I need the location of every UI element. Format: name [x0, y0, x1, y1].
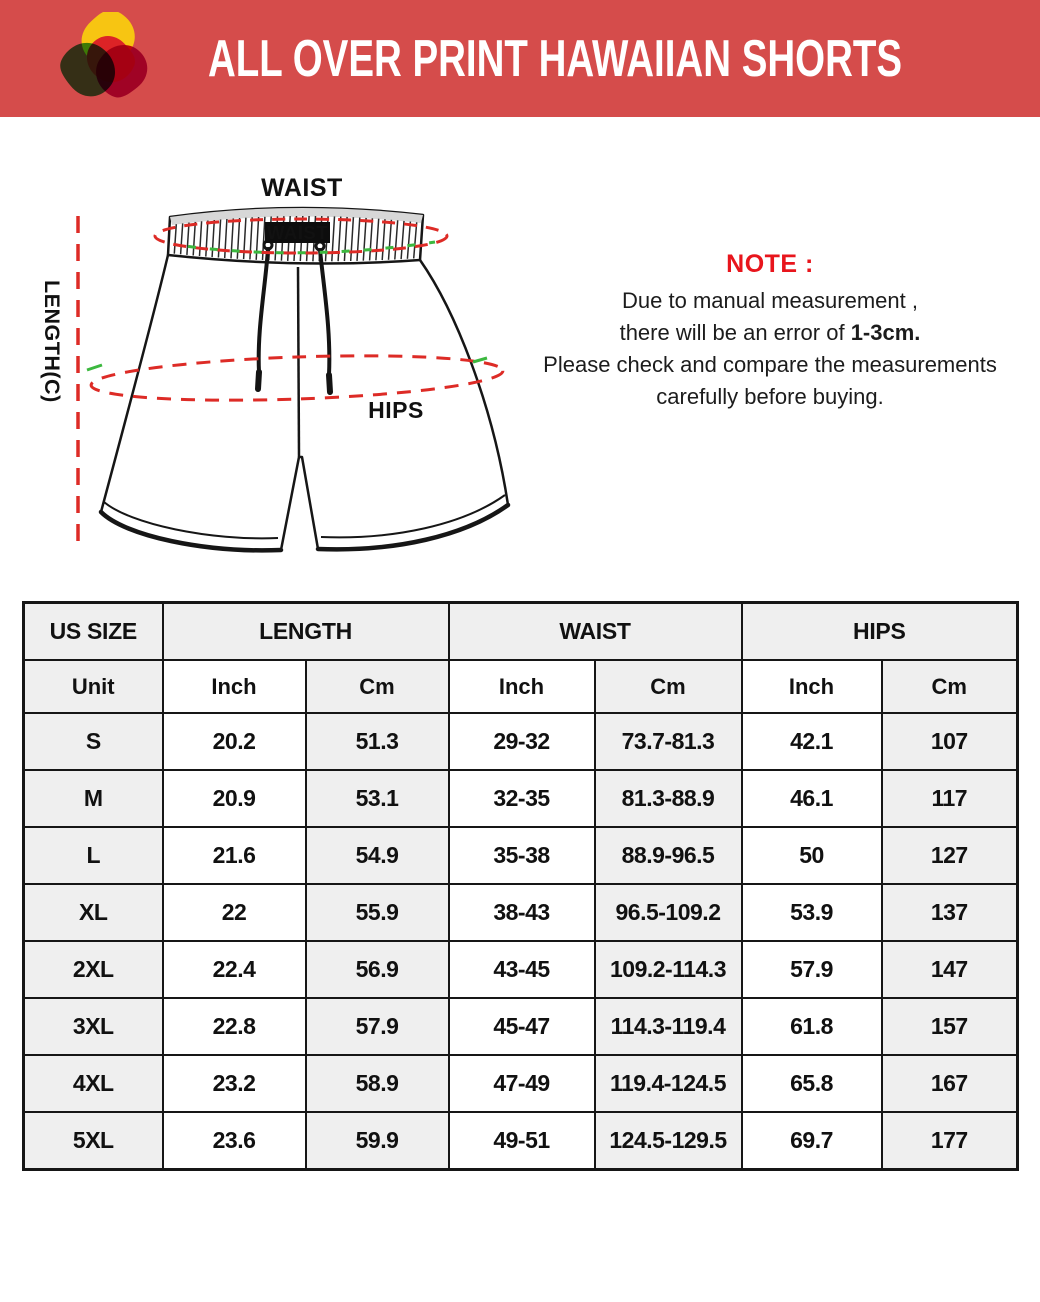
note-line-4: carefully before buying. [656, 384, 884, 409]
table-row [24, 1055, 1018, 1112]
size-value-cell: 137 [882, 884, 1018, 941]
table-unit-header-row [24, 660, 1018, 713]
size-value-cell: 43-45 [449, 941, 595, 998]
size-value-cell: 69.7 [742, 1112, 882, 1170]
size-value-cell: 47-49 [449, 1055, 595, 1112]
unit-header-cm: Cm [595, 660, 742, 713]
unit-header-cm: Cm [882, 660, 1018, 713]
size-row-label: 3XL [24, 998, 163, 1055]
size-value-cell: 57.9 [742, 941, 882, 998]
size-value-cell: 53.9 [742, 884, 882, 941]
size-value-cell: 23.6 [163, 1112, 306, 1170]
size-value-cell: 57.9 [306, 998, 449, 1055]
size-row-label: M [24, 770, 163, 827]
table-row [24, 941, 1018, 998]
unit-header-inch: Inch [449, 660, 595, 713]
waist-tag-label: WAIST [266, 222, 329, 243]
size-row-label: 2XL [24, 941, 163, 998]
size-value-cell: 20.9 [163, 770, 306, 827]
table-row [24, 827, 1018, 884]
size-value-cell: 114.3-119.4 [595, 998, 742, 1055]
size-value-cell: 88.9-96.5 [595, 827, 742, 884]
size-value-cell: 147 [882, 941, 1018, 998]
shorts-measurement-diagram [15, 150, 545, 580]
size-value-cell: 32-35 [449, 770, 595, 827]
table-row [24, 770, 1018, 827]
size-value-cell: 117 [882, 770, 1018, 827]
col-header-length: LENGTH [163, 603, 449, 661]
measurement-note [520, 250, 1020, 413]
page-title: ALL OVER PRINT HAWAIIAN SHORTS [207, 29, 903, 88]
header-bar [0, 0, 1040, 117]
size-value-cell: 157 [882, 998, 1018, 1055]
size-value-cell: 22 [163, 884, 306, 941]
col-header-us-size: US SIZE [24, 603, 163, 661]
size-value-cell: 35-38 [449, 827, 595, 884]
size-value-cell: 45-47 [449, 998, 595, 1055]
size-value-cell: 56.9 [306, 941, 449, 998]
table-row [24, 1112, 1018, 1170]
size-value-cell: 21.6 [163, 827, 306, 884]
brand-logo-icon [58, 12, 154, 108]
size-value-cell: 124.5-129.5 [595, 1112, 742, 1170]
unit-header-cm: Cm [306, 660, 449, 713]
table-group-header-row [24, 603, 1018, 661]
size-value-cell: 46.1 [742, 770, 882, 827]
size-value-cell: 53.1 [306, 770, 449, 827]
table-row [24, 884, 1018, 941]
size-value-cell: 54.9 [306, 827, 449, 884]
size-value-cell: 58.9 [306, 1055, 449, 1112]
size-value-cell: 49-51 [449, 1112, 595, 1170]
col-header-hips: HIPS [742, 603, 1018, 661]
size-value-cell: 23.2 [163, 1055, 306, 1112]
note-line-2: there will be an error of 1-3cm. [619, 320, 921, 345]
size-value-cell: 50 [742, 827, 882, 884]
size-value-cell: 109.2-114.3 [595, 941, 742, 998]
size-value-cell: 42.1 [742, 713, 882, 770]
size-value-cell: 119.4-124.5 [595, 1055, 742, 1112]
note-line-3: Please check and compare the measurements [543, 352, 997, 377]
size-value-cell: 107 [882, 713, 1018, 770]
unit-header: Unit [24, 660, 163, 713]
hips-diagram-label: HIPS [368, 397, 424, 423]
size-value-cell: 167 [882, 1055, 1018, 1112]
unit-header-inch: Inch [742, 660, 882, 713]
size-row-label: S [24, 713, 163, 770]
note-line-1: Due to manual measurement , [622, 288, 918, 313]
size-value-cell: 96.5-109.2 [595, 884, 742, 941]
waist-diagram-label: WAIST [261, 174, 343, 202]
size-row-label: 5XL [24, 1112, 163, 1170]
col-header-waist: WAIST [449, 603, 742, 661]
size-value-cell: 59.9 [306, 1112, 449, 1170]
size-value-cell: 22.8 [163, 998, 306, 1055]
size-row-label: L [24, 827, 163, 884]
size-table [22, 601, 1019, 1171]
size-value-cell: 65.8 [742, 1055, 882, 1112]
size-value-cell: 20.2 [163, 713, 306, 770]
size-value-cell: 38-43 [449, 884, 595, 941]
unit-header-inch: Inch [163, 660, 306, 713]
length-diagram-label: LENGTH(C) [40, 280, 64, 403]
size-value-cell: 81.3-88.9 [595, 770, 742, 827]
size-value-cell: 61.8 [742, 998, 882, 1055]
size-value-cell: 22.4 [163, 941, 306, 998]
size-value-cell: 177 [882, 1112, 1018, 1170]
size-value-cell: 73.7-81.3 [595, 713, 742, 770]
size-value-cell: 29-32 [449, 713, 595, 770]
size-value-cell: 127 [882, 827, 1018, 884]
size-value-cell: 55.9 [306, 884, 449, 941]
size-row-label: XL [24, 884, 163, 941]
table-row [24, 998, 1018, 1055]
size-value-cell: 51.3 [306, 713, 449, 770]
table-row [24, 713, 1018, 770]
note-heading: NOTE : [726, 250, 814, 278]
size-row-label: 4XL [24, 1055, 163, 1112]
